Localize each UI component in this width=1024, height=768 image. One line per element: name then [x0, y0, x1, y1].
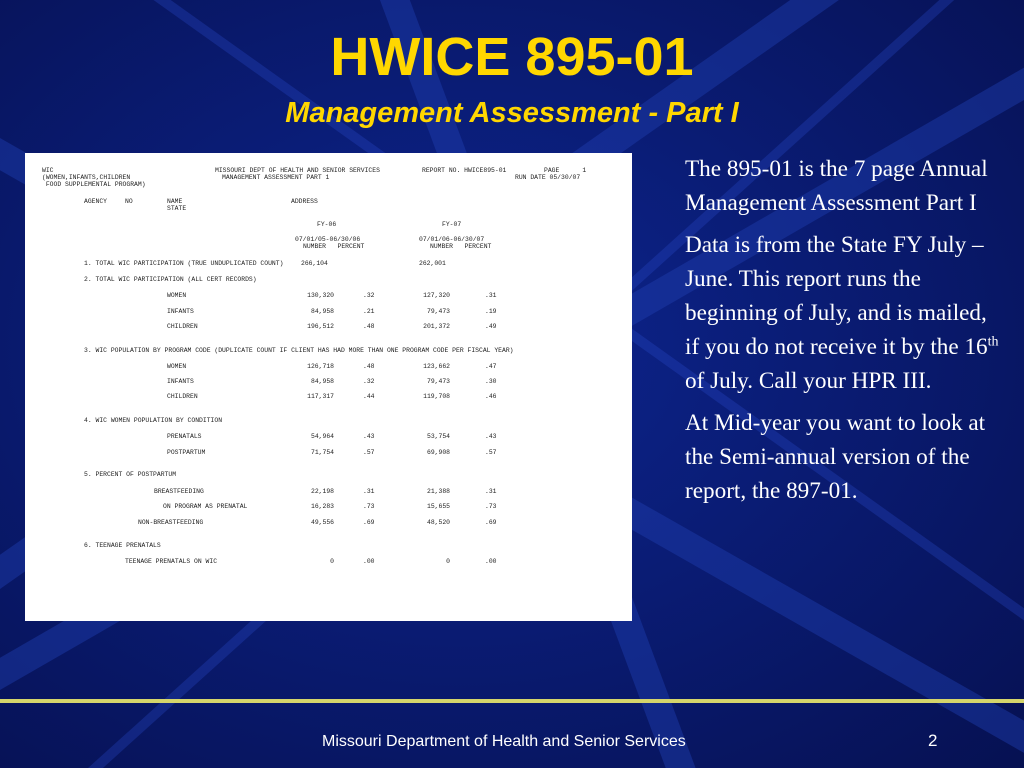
- report-col-no: NO: [125, 198, 133, 205]
- body-paragraph-1: The 895-01 is the 7 page Annual Management Assessment Part I: [685, 156, 988, 216]
- report-row-n2: 79,473: [426, 308, 450, 315]
- report-row-n1: 130,320: [307, 292, 334, 299]
- report-row-n1: 54,964: [310, 433, 334, 440]
- report-page: PAGE 1: [544, 167, 587, 174]
- report-section-5: 5. PERCENT OF POSTPARTUM: [84, 471, 177, 478]
- report-row-p1: .44: [363, 393, 375, 400]
- report-row-label: POSTPARTUM: [167, 449, 206, 456]
- body-paragraph-2-part-a: Data is from the State FY July – June. This report runs the beginning of July, and is mailed, if you do not receive it by the 16: [685, 232, 988, 360]
- report-row-p1: .21: [363, 308, 375, 315]
- report-row-label: CHILDREN: [167, 323, 198, 330]
- report-row-p2: .31: [485, 488, 497, 495]
- report-np1: NUMBER PERCENT: [303, 243, 365, 250]
- report-row-label: TEENAGE PRENATALS ON WIC: [125, 558, 218, 565]
- report-row-label: BREASTFEEDING: [154, 488, 204, 495]
- report-section-4: 4. WIC WOMEN POPULATION BY CONDITION: [84, 417, 223, 424]
- report-s1-n2: 262,001: [419, 260, 446, 267]
- report-section-1: 1. TOTAL WIC PARTICIPATION (TRUE UNDUPLICATED COUNT): [84, 260, 284, 267]
- body-paragraph-2-superscript: th: [987, 334, 999, 350]
- report-row-n2: 79,473: [426, 378, 450, 385]
- report-row-label: CHILDREN: [167, 393, 198, 400]
- report-row-p1: .00: [363, 558, 375, 565]
- report-row-p2: .73: [485, 503, 497, 510]
- report-dates2: 07/01/06-06/30/07: [419, 236, 485, 243]
- report-col-state: STATE: [167, 205, 187, 212]
- report-np2: NUMBER PERCENT: [430, 243, 492, 250]
- report-row-n1: 84,958: [310, 308, 334, 315]
- slide-body-text: [685, 152, 1000, 516]
- report-row-p2: .30: [485, 378, 497, 385]
- report-row-n2: 0: [446, 558, 450, 565]
- report-row-n1: 71,754: [310, 449, 334, 456]
- report-image: [25, 153, 632, 621]
- report-number: REPORT NO. HWICE895-01: [422, 167, 507, 174]
- report-row-p2: .57: [485, 449, 497, 456]
- footer-text: Missouri Department of Health and Senior Services: [322, 733, 686, 750]
- report-row-label: INFANTS: [167, 308, 194, 315]
- report-dates1: 07/01/05-06/30/06: [295, 236, 361, 243]
- report-row-n1: 196,512: [307, 323, 334, 330]
- page-number: 2: [928, 731, 938, 750]
- report-row-label: ON PROGRAM AS PRENATAL: [163, 503, 248, 510]
- report-row-p1: .32: [363, 378, 375, 385]
- report-women-infants: (WOMEN,INFANTS,CHILDREN: [42, 174, 131, 181]
- report-row-n1: 117,317: [307, 393, 334, 400]
- report-s1-n1: 266,104: [301, 260, 328, 267]
- report-row-n2: 53,754: [426, 433, 450, 440]
- report-col-address: ADDRESS: [291, 198, 318, 205]
- report-mgmt: MANAGEMENT ASSESSMENT PART 1: [222, 174, 330, 181]
- report-row-n1: 84,958: [310, 378, 334, 385]
- report-row-n2: 48,520: [426, 519, 450, 526]
- report-fy1: FY-06: [317, 221, 337, 228]
- report-wic: WIC: [42, 167, 54, 174]
- report-row-p2: .43: [485, 433, 497, 440]
- report-row-label: WOMEN: [167, 292, 187, 299]
- report-row-label: PRENATALS: [167, 433, 202, 440]
- report-row-n2: 119,708: [423, 393, 450, 400]
- report-row-p2: .00: [485, 558, 497, 565]
- report-row-p2: .31: [485, 292, 497, 299]
- report-row-label: INFANTS: [167, 378, 194, 385]
- footer-divider: [0, 699, 1024, 703]
- report-row-p1: .69: [363, 519, 375, 526]
- report-row-p2: .46: [485, 393, 497, 400]
- report-row-p1: .43: [363, 433, 375, 440]
- report-row-p2: .19: [485, 308, 497, 315]
- report-row-p1: .31: [363, 488, 375, 495]
- report-row-label: NON-BREASTFEEDING: [138, 519, 204, 526]
- report-row-n1: 49,556: [310, 519, 334, 526]
- report-run-date: RUN DATE 05/30/07: [515, 174, 581, 181]
- report-section-3: 3. WIC POPULATION BY PROGRAM CODE (DUPLICATE COUNT IF CLIENT HAS HAD MORE THAN ONE PROGRAM CODE PER FISCAL YEAR): [84, 347, 514, 354]
- report-agency-full: MISSOURI DEPT OF HEALTH AND SENIOR SERVICES: [215, 167, 380, 174]
- report-row-n2: 123,662: [423, 363, 450, 370]
- body-paragraph-2-part-b: of July. Call your HPR III.: [685, 368, 932, 394]
- report-row-p1: .73: [363, 503, 375, 510]
- report-fy2: FY-07: [442, 221, 462, 228]
- report-row-n2: 201,372: [423, 323, 450, 330]
- report-col-name: NAME: [167, 198, 183, 205]
- slide-title: HWICE 895-01: [330, 27, 694, 87]
- report-row-n2: 15,655: [426, 503, 450, 510]
- report-row-p1: .57: [363, 449, 375, 456]
- report-section-2: 2. TOTAL WIC PARTICIPATION (ALL CERT RECORDS): [84, 276, 257, 283]
- body-paragraph-2: [685, 228, 1000, 398]
- report-row-n1: 16,283: [310, 503, 334, 510]
- report-row-p2: .47: [485, 363, 497, 370]
- report-row-p1: .48: [363, 323, 375, 330]
- report-section-6: 6. TEENAGE PRENATALS: [84, 542, 161, 549]
- report-row-n1: 0: [330, 558, 334, 565]
- report-col-agency: AGENCY: [84, 198, 108, 205]
- report-row-p2: .49: [485, 323, 497, 330]
- report-row-n1: 126,718: [307, 363, 334, 370]
- slide-subtitle: Management Assessment - Part I: [285, 97, 739, 129]
- report-row-n2: 69,908: [426, 449, 450, 456]
- report-row-p1: .32: [363, 292, 375, 299]
- report-row-p1: .48: [363, 363, 375, 370]
- report-row-n2: 21,388: [426, 488, 450, 495]
- report-row-n2: 127,320: [423, 292, 450, 299]
- report-row-p2: .69: [485, 519, 497, 526]
- report-row-label: WOMEN: [167, 363, 187, 370]
- body-paragraph-3: At Mid-year you want to look at the Semi-annual version of the report, the 897-01.: [685, 410, 986, 504]
- report-row-n1: 22,198: [310, 488, 334, 495]
- report-food: FOOD SUPPLEMENTAL PROGRAM): [42, 181, 146, 188]
